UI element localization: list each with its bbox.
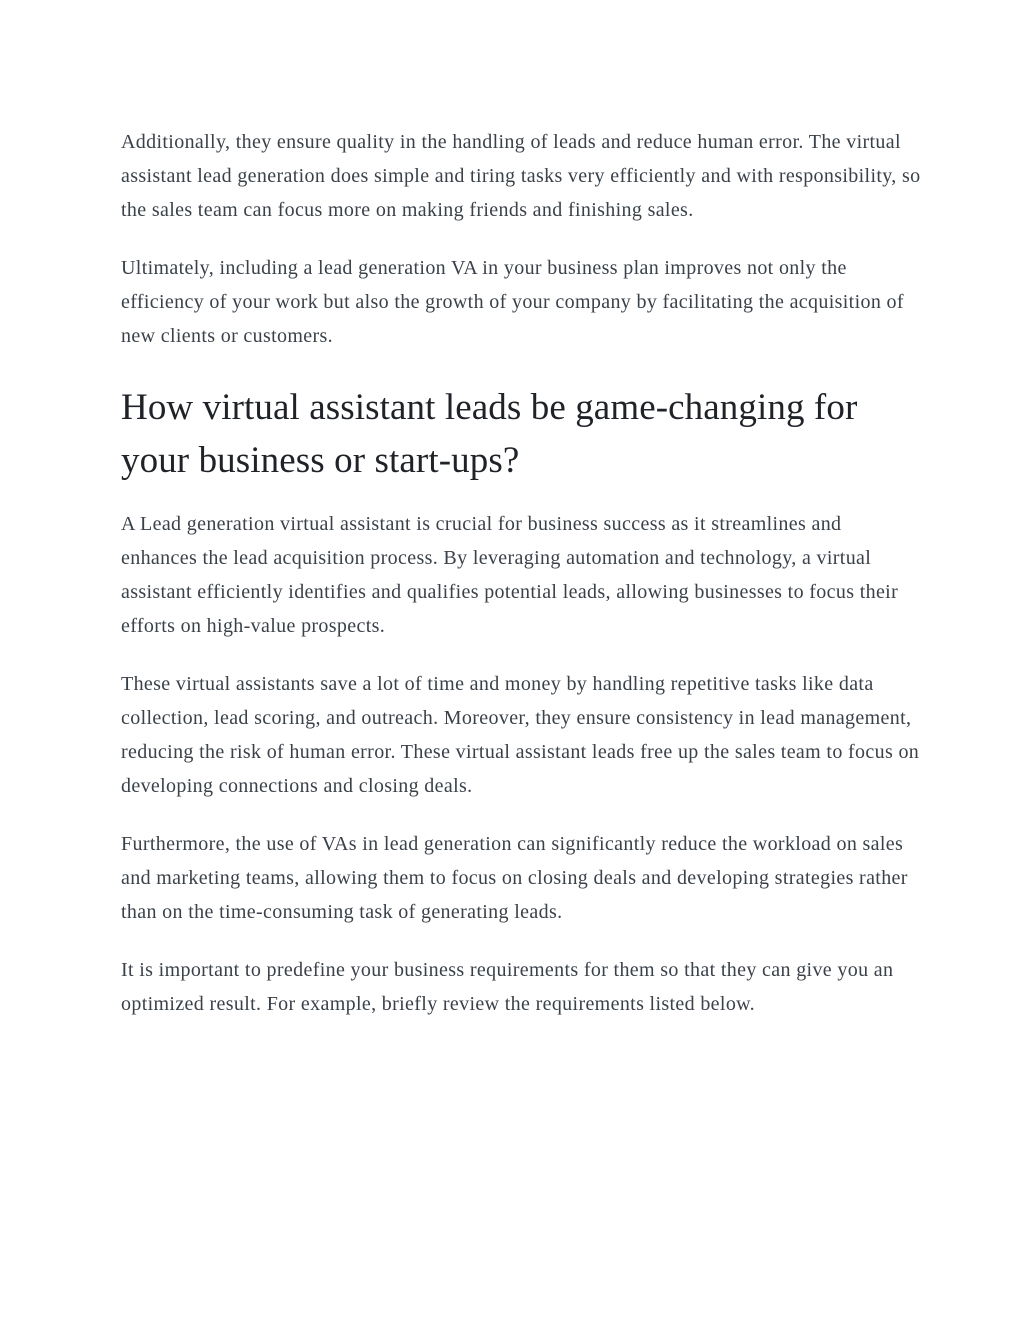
paragraph: These virtual assistants save a lot of time and money by handling repetitive tasks like data collection, lead scoring, and outreach. Moreover, they ensure consistency in lead management, reducing the risk of human error. These virtual assistant leads free up the sales team to focus on developing connections and closing deals. <box>121 673 920 797</box>
document-page <box>121 125 921 1021</box>
paragraph: It is important to predefine your business requirements for them so that they can give you an optimized result. For example, briefly review the requirements listed below. <box>121 959 894 1015</box>
paragraph: A Lead generation virtual assistant is crucial for business success as it streamlines and enhances the lead acquisition process. By leveraging automation and technology, a virtual assistant efficiently identifies and qualifies potential leads, allowing businesses to focus their efforts on high-value prospects. <box>121 513 899 637</box>
section-heading-wrap <box>121 381 921 487</box>
paragraph: Furthermore, the use of VAs in lead generation can significantly reduce the workload on sales and marketing teams, allowing them to focus on closing deals and developing strategies rather than on the time-consuming task of generating leads. <box>121 833 908 923</box>
paragraph: Additionally, they ensure quality in the handling of leads and reduce human error. The virtual assistant lead generation does simple and tiring tasks very efficiently and with responsibility, so the sales team can focus more on making friends and finishing sales. <box>121 131 921 221</box>
section-heading: How virtual assistant leads be game-changing for your business or start-ups? <box>121 387 858 481</box>
paragraph: Ultimately, including a lead generation VA in your business plan improves not only the efficiency of your work but also the growth of your company by facilitating the acquisition of new clients or customers. <box>121 257 904 347</box>
